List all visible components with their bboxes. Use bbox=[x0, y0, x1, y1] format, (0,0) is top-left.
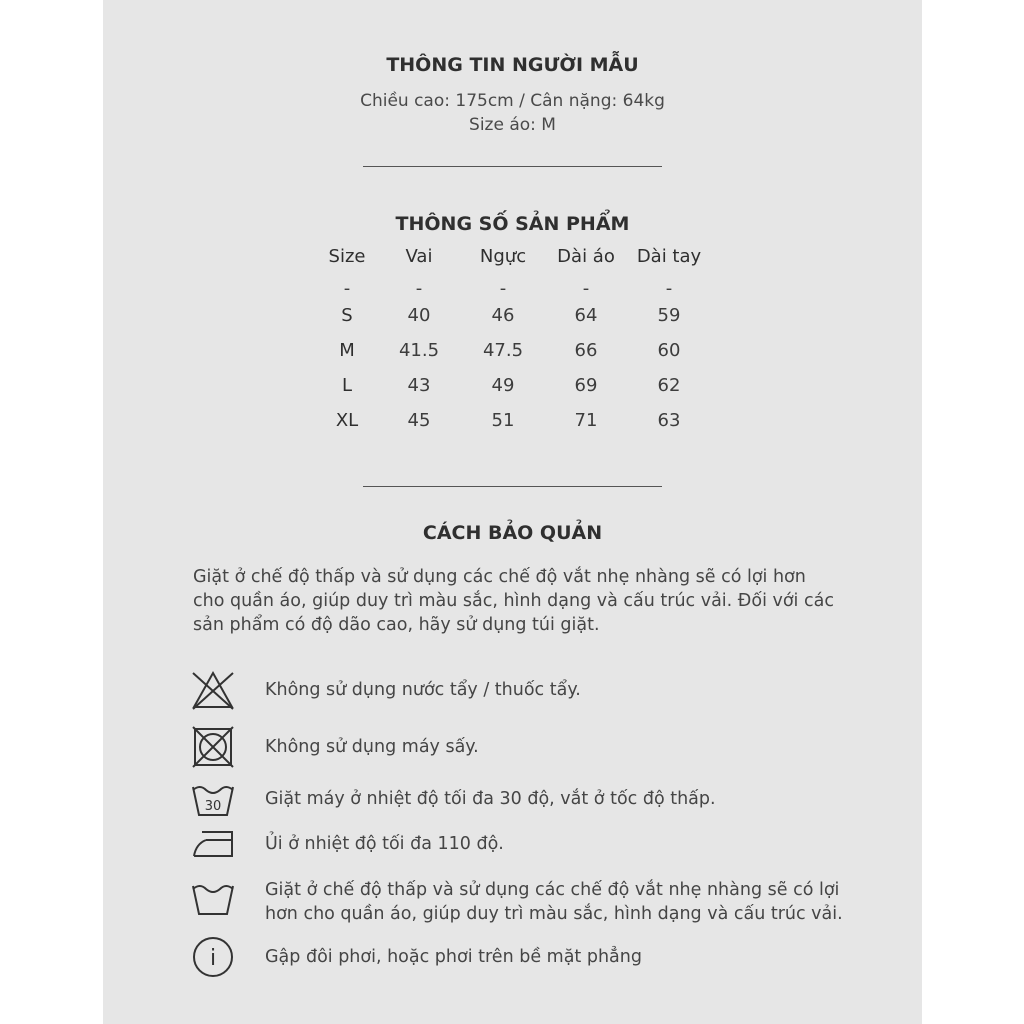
table-cell-dai-tay: 63 bbox=[657, 410, 681, 431]
care-intro-line: sản phẩm có độ dão cao, hãy sử dụng túi giặt. bbox=[193, 615, 600, 635]
table-header-vai: Vai bbox=[405, 246, 433, 267]
table-dash-vai: - bbox=[415, 278, 423, 299]
table-cell-dai-tay: 62 bbox=[657, 375, 681, 396]
info-glyph: i bbox=[209, 946, 217, 971]
model-measurements: Chiều cao: 175cm / Cân nặng: 64kg bbox=[360, 91, 665, 111]
care-intro bbox=[193, 565, 853, 637]
care-item-text: Giặt máy ở nhiệt độ tối đa 30 độ, vắt ở tốc độ thấp. bbox=[265, 789, 716, 809]
wash-30-icon bbox=[190, 777, 236, 823]
divider bbox=[363, 486, 662, 487]
table-cell-dai-tay: 60 bbox=[657, 340, 681, 361]
specs-title: THÔNG SỐ SẢN PHẨM bbox=[395, 213, 630, 235]
table-dash-size: - bbox=[343, 278, 351, 299]
table-cell-nguc: 51 bbox=[491, 410, 515, 431]
table-cell-vai: 45 bbox=[407, 410, 431, 431]
model-size: Size áo: M bbox=[469, 115, 556, 135]
table-cell-nguc: 47.5 bbox=[482, 340, 524, 361]
divider bbox=[363, 166, 662, 167]
no-tumble-dry-icon bbox=[190, 724, 236, 770]
no-bleach-icon bbox=[190, 667, 236, 713]
table-cell-size: S bbox=[341, 305, 353, 326]
table-header-dai-tay: Dài tay bbox=[636, 246, 702, 267]
info-icon bbox=[190, 934, 236, 980]
table-cell-vai: 40 bbox=[407, 305, 431, 326]
info-panel bbox=[103, 0, 922, 1024]
care-item-text bbox=[265, 878, 865, 926]
care-title: CÁCH BẢO QUẢN bbox=[422, 522, 603, 544]
table-cell-nguc: 49 bbox=[491, 375, 515, 396]
table-cell-dai-ao: 66 bbox=[574, 340, 598, 361]
care-intro-line: Giặt ở chế độ thấp và sử dụng các chế độ vắt nhẹ nhàng sẽ có lợi hơn bbox=[193, 567, 806, 587]
table-cell-dai-ao: 69 bbox=[574, 375, 598, 396]
table-cell-vai: 41.5 bbox=[398, 340, 440, 361]
wash-temp-label: 30 bbox=[204, 799, 222, 814]
table-cell-size: XL bbox=[335, 410, 359, 431]
care-item-line: Giặt ở chế độ thấp và sử dụng các chế độ vắt nhẹ nhàng sẽ có lợi bbox=[265, 880, 840, 900]
table-cell-dai-ao: 71 bbox=[574, 410, 598, 431]
gentle-wash-icon bbox=[190, 876, 236, 922]
care-item-line: hơn cho quần áo, giúp duy trì màu sắc, hình dạng và cấu trúc vải. bbox=[265, 904, 843, 924]
care-intro-line: cho quần áo, giúp duy trì màu sắc, hình dạng và cấu trúc vải. Đối với các bbox=[193, 591, 834, 611]
table-cell-dai-ao: 64 bbox=[574, 305, 598, 326]
table-dash-dai-tay: - bbox=[665, 278, 673, 299]
table-dash-dai-ao: - bbox=[582, 278, 590, 299]
table-cell-size: L bbox=[341, 375, 353, 396]
table-cell-dai-tay: 59 bbox=[657, 305, 681, 326]
care-item-text: Gập đôi phơi, hoặc phơi trên bề mặt phẳng bbox=[265, 947, 642, 967]
table-dash-nguc: - bbox=[499, 278, 507, 299]
table-cell-vai: 43 bbox=[407, 375, 431, 396]
table-header-size: Size bbox=[328, 246, 366, 267]
care-item-text: Ủi ở nhiệt độ tối đa 110 độ. bbox=[265, 834, 504, 854]
table-cell-size: M bbox=[339, 340, 355, 361]
care-item-text: Không sử dụng máy sấy. bbox=[265, 737, 479, 757]
iron-icon bbox=[190, 820, 236, 866]
model-info-title: THÔNG TIN NGƯỜI MẪU bbox=[386, 54, 639, 76]
care-item-text: Không sử dụng nước tẩy / thuốc tẩy. bbox=[265, 680, 581, 700]
table-cell-nguc: 46 bbox=[491, 305, 515, 326]
table-header-nguc: Ngực bbox=[479, 246, 527, 267]
table-header-dai-ao: Dài áo bbox=[557, 246, 615, 267]
